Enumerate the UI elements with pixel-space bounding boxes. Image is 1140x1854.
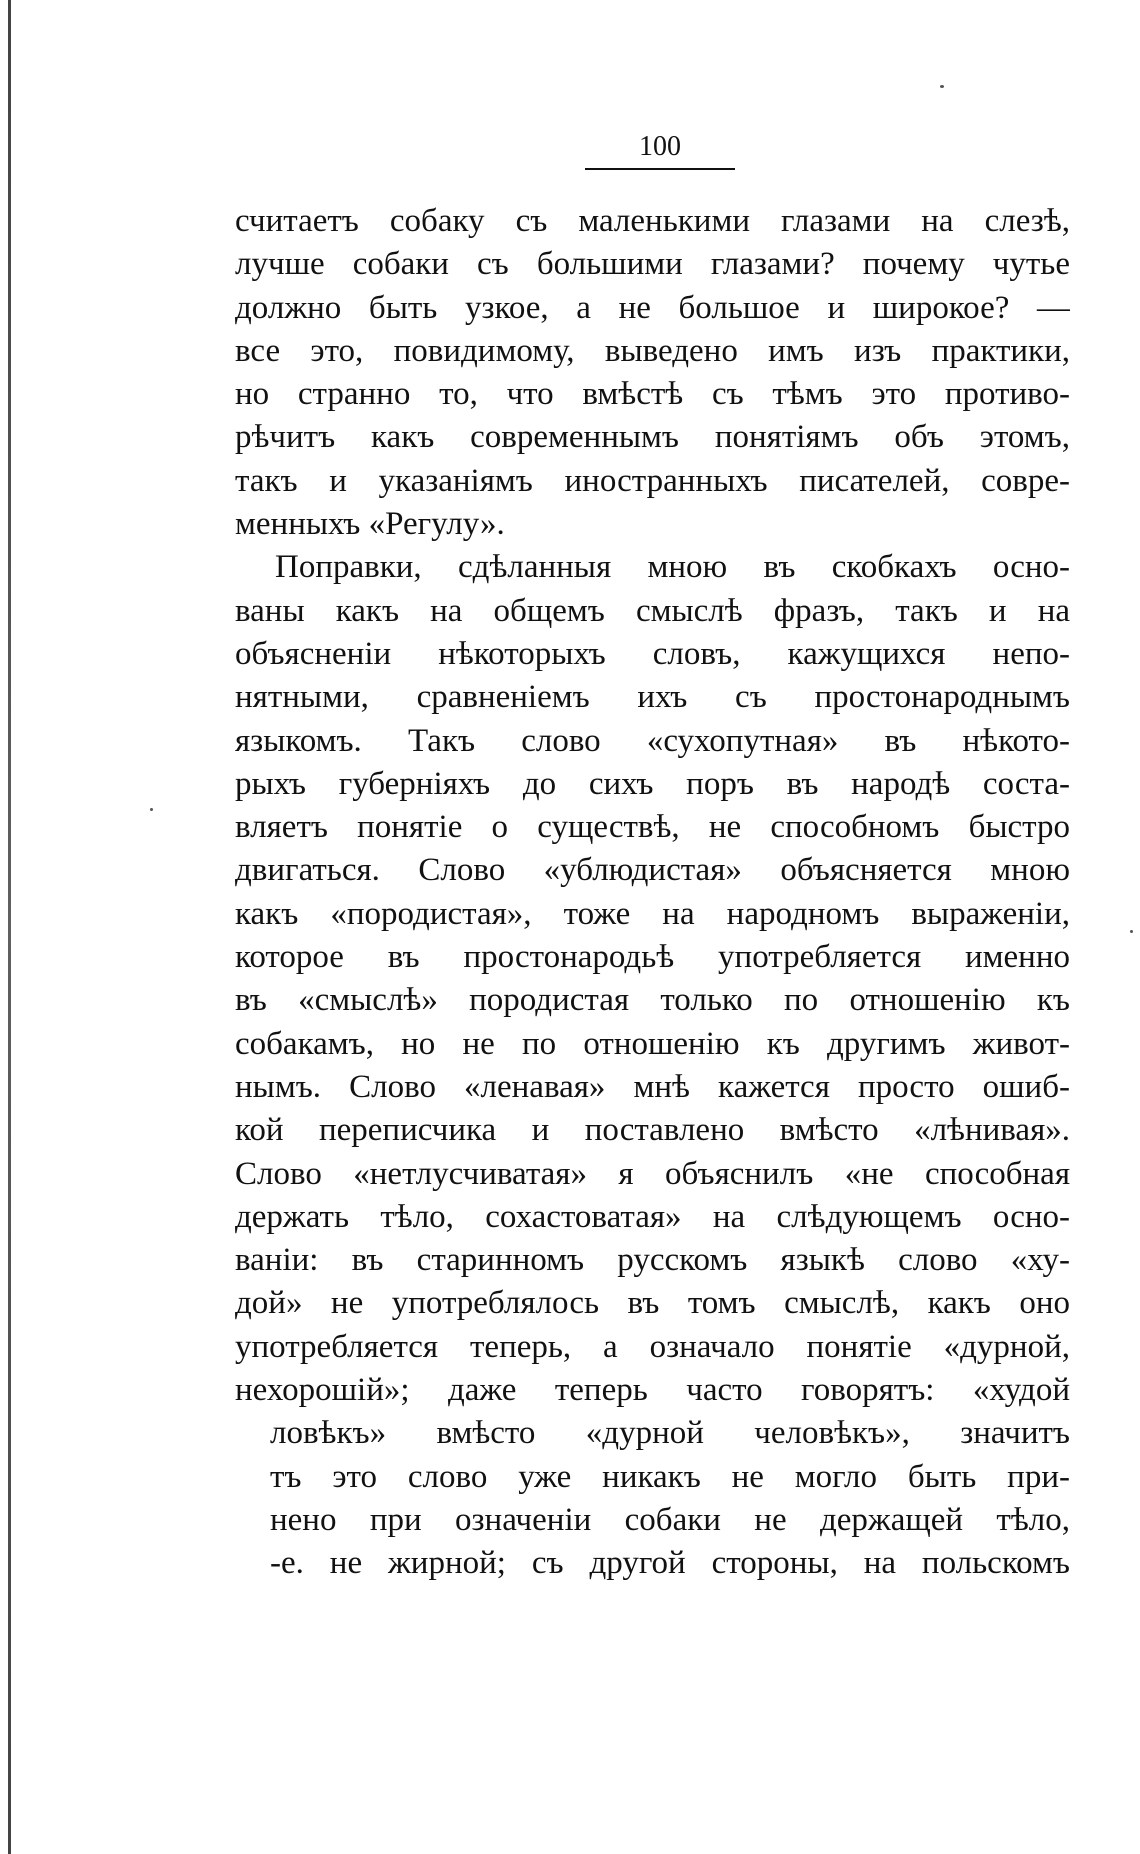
text-line: нено при означенiи собаки не держащей тѣло,: [270, 1501, 1070, 1538]
text-line: собакамъ, но не по отношенiю къ другимъ живот-: [235, 1025, 1070, 1062]
scan-speck: [150, 808, 153, 811]
scan-left-edge: [8, 0, 11, 1854]
text-line: рыхъ губернiяхъ до сихъ поръ въ народѣ соста-: [235, 765, 1070, 802]
text-line: -е. не жирной; съ другой стороны, на польскомъ: [270, 1545, 1070, 1582]
text-line: которое въ простонародьѣ употребляется именно: [235, 939, 1070, 976]
body-text: [235, 200, 1070, 1586]
text-line: ловѣкъ» вмѣсто «дурной человѣкъ», значитъ: [270, 1415, 1070, 1452]
text-line: считаетъ собаку съ маленькими глазами на слезѣ,: [235, 203, 1070, 239]
text-line: вляетъ понятiе о существѣ, не способномъ быстро: [235, 809, 1070, 846]
text-line: дой» не употреблялось въ томъ смыслѣ, какъ оно: [235, 1285, 1070, 1322]
text-line: держать тѣло, сохастоватая» на слѣдующемъ осно-: [235, 1198, 1070, 1235]
page-number: 100: [585, 130, 735, 170]
text-line: въ «смыслѣ» породистая только по отношенiю къ: [235, 982, 1070, 1019]
text-line: нымъ. Слово «ленавая» мнѣ кажется просто ошиб-: [235, 1068, 1070, 1105]
text-line: Слово «нетлусчиватая» я объяснилъ «не способная: [235, 1155, 1070, 1192]
text-line: нехорошiй»; даже теперь часто говорятъ: «худой: [235, 1372, 1070, 1409]
text-line: Поправки, сдѣланныя мною въ скобкахъ осно-: [275, 549, 1070, 586]
text-line: должно быть узкое, а не большое и широкое? —: [235, 289, 1070, 326]
text-line: менныхъ «Регулу».: [235, 506, 505, 543]
text-line: ванiи: въ старинномъ русскомъ языкѣ слово «ху-: [235, 1242, 1070, 1279]
text-line: двигаться. Слово «ублюдистая» объясняется мною: [235, 852, 1070, 889]
text-line: какъ «породистая», тоже на народномъ выраженiи,: [235, 895, 1070, 932]
text-line: нятными, сравненiемъ ихъ съ простонароднымъ: [235, 679, 1070, 716]
text-line: лучше собаки съ большими глазами? почему чутье: [235, 246, 1070, 283]
text-line: такъ и указанiямъ иностранныхъ писателей, совре-: [235, 462, 1070, 499]
text-line: тъ это слово уже никакъ не могло быть при-: [270, 1458, 1070, 1495]
text-line: рѣчитъ какъ современнымъ понятiямъ объ этомъ,: [235, 419, 1070, 456]
text-line: объясненiи нѣкоторыхъ словъ, кажущихся непо-: [235, 635, 1070, 672]
text-line: языкомъ. Такъ слово «сухопутная» въ нѣкото-: [235, 722, 1070, 759]
text-line: кой переписчика и поставлено вмѣсто «лѣнивая».: [235, 1112, 1070, 1149]
scan-speck: [940, 85, 944, 88]
text-line: но странно то, что вмѣстѣ съ тѣмъ это противо-: [235, 376, 1070, 413]
text-line: все это, повидимому, выведено имъ изъ практики,: [235, 332, 1070, 369]
scan-speck: [1130, 930, 1133, 933]
text-line: ваны какъ на общемъ смыслѣ фразъ, такъ и на: [235, 592, 1070, 629]
text-line: употребляется теперь, а означало понятiе «дурной,: [235, 1328, 1070, 1365]
